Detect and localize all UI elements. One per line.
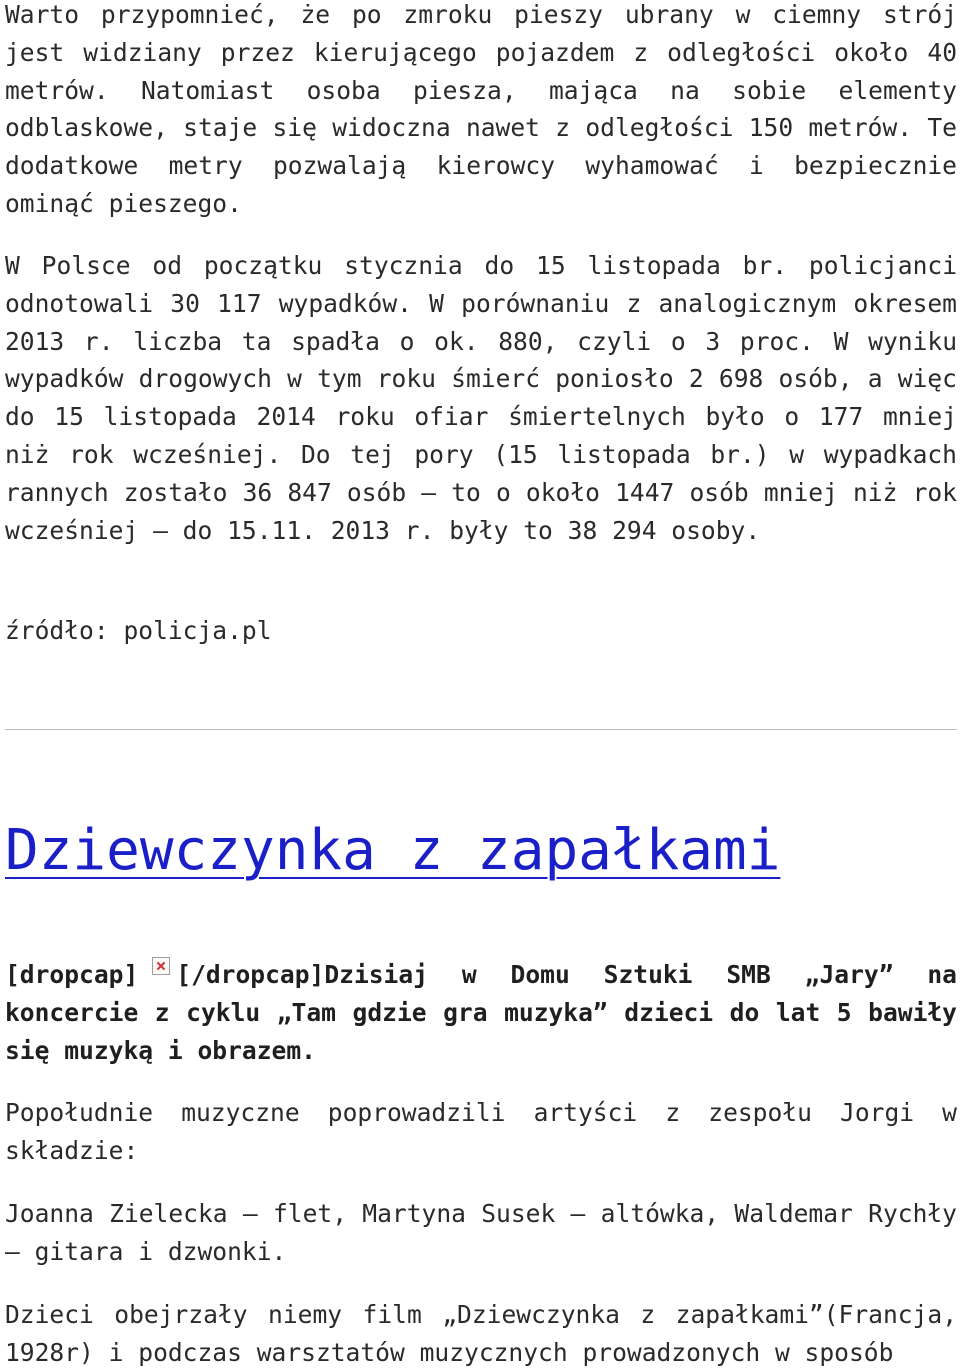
post-paragraph-film: Dzieci obejrzały niemy film „Dziewczynka z zapałkami”(Francja, 1928r) i podczas warsztatów muzycznych prowadzonych w sposób (5, 1300, 957, 1367)
post-intro (5, 956, 957, 1069)
post-paragraph-lineup: Joanna Zielecka – flet, Martyna Susek – altówka, Waldemar Rychły – gitara i dzwonki. (5, 1199, 957, 1266)
post-paragraph-performers: Popołudnie muzyczne poprowadzili artyści z zespołu Jorgi w składzie: (5, 1098, 957, 1165)
post-divider (5, 729, 957, 730)
source-line: źródło: policja.pl (5, 616, 272, 645)
broken-image-icon (152, 957, 170, 975)
post-intro-text: [/dropcap]Dzisiaj w Domu Sztuki SMB „Jary” na koncercie z cyklu „Tam gdzie gra muzyka” dzieci do lat 5 bawiły się muzyką i obrazem. (5, 960, 957, 1065)
dropcap-open-tag: [dropcap] (5, 960, 139, 989)
article-paragraph-1: Warto przypomnieć, że po zmroku pieszy ubrany w ciemny strój jest widziany przez kierującego pojazdem z odległości około 40 metrów. Natomiast osoba piesza, mająca na sobie elementy odblaskowe, staje się widoczna nawet z odległości 150 metrów. Te dodatkowe metry pozwalają kierowcy wyhamować i bezpiecznie ominąć pieszego. (5, 0, 957, 218)
article-paragraph-2: W Polsce od początku stycznia do 15 listopada br. policjanci odnotowali 30 117 wypadków. W porównaniu z analogicznym okresem 2013 r. liczba ta spadła o ok. 880, czyli o 3 proc. W wyniku wypadków drogowych w tym roku śmierć poniosło 2 698 osób, a więc do 15 listopada 2014 roku ofiar śmiertelnych było o 177 mniej niż rok wcześniej. Do tej pory (15 listopada br.) w wypadkach rannych zostało 36 847 osób – to o około 1447 osób mniej niż rok wcześniej – do 15.11. 2013 r. były to 38 294 osoby. (5, 251, 957, 545)
post-title-link[interactable]: Dziewczynka z zapałkami (5, 818, 781, 883)
